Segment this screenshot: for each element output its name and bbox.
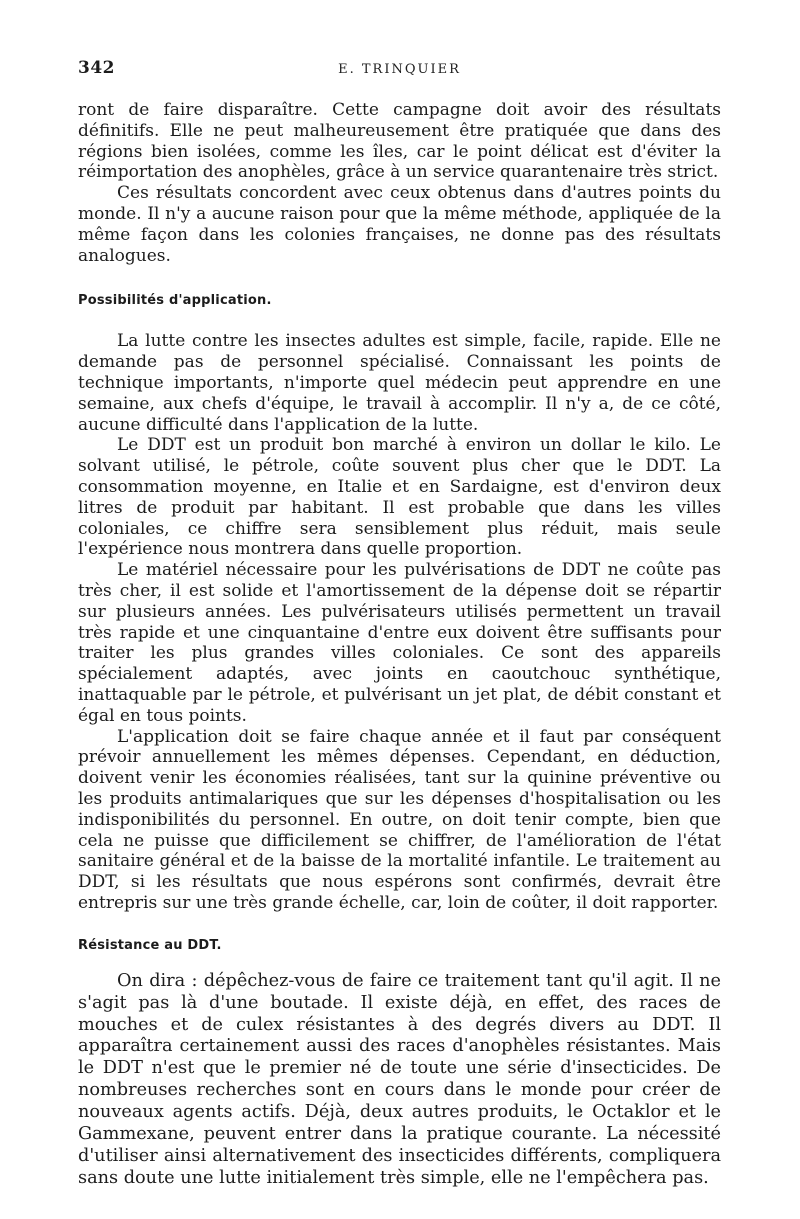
paragraph-application-annual: L'application doit se faire chaque année et il faut par conséquent prévoir annuellement les mêmes dépenses. Cependant, en déduction, doivent venir les économies réalisées, tant sur la quinine préventive ou les produits antimalariques que sur les dépenses d'hospitalisation ou les indisponibilités du personnel. En outre, on doit tenir compte, bien que cela ne puisse que difficilement se chiffrer, de l'amélioration de l'état sanitaire général et de la baisse de la mortalité infantile. Le traitement au DDT, si les résultats que nous espérons sont confirmés, devrait être entrepris sur une très grande échelle, car, loin de coûter, il doit rapporter. [78,726,721,913]
spacer [78,266,721,293]
paragraph-ddt-cost: Le DDT est un produit bon marché à environ un dollar le kilo. Le solvant utilisé, le pétrole, coûte souvent plus cher que le DDT. La consommation moyenne, en Italie et en Sardaigne, est d'environ deux litres de produit par habitant. Il est probable que dans les villes coloniales, ce chiffre sera sensiblement plus réduit, mais seule l'expérience nous montrera dans quelle proportion. [78,435,721,560]
paragraph-lutte: La lutte contre les insectes adultes est simple, facile, rapide. Elle ne demande pas de personnel spécialisé. Connaissant les points de technique importants, n'importe quel médecin peut apprendre en une semaine, aux chefs d'équipe, le travail à accomplir. Il n'y a, de ce côté, aucune difficulté dans l'application de la lutte. [78,331,721,435]
paragraph-materiel: Le matériel nécessaire pour les pulvérisations de DDT ne coûte pas très cher, il est solide et l'amortissement de la dépense doit se répartir sur plusieurs années. Les pulvérisateurs utilisés permettent un travail très rapide et une cinquantaine d'entre eux doivent être suffisants pour traiter les plus grandes villes coloniales. Ce sont des appareils spécialement adaptés, avec joints en caoutchouc synthétique, inattaquable par le pétrole, et pulvérisant un jet plat, de débit constant et égal en tous points. [78,560,721,726]
body-text [78,100,721,1190]
section-heading-application: Possibilités d'application. [78,293,272,309]
section-heading-resistance: Résistance au DDT. [78,937,222,953]
running-head [78,58,721,82]
spacer [78,954,721,971]
page-number: 342 [78,58,115,78]
paragraph-resistance: On dira : dépêchez-vous de faire ce traitement tant qu'il agit. Il ne s'agit pas là d'une boutade. Il existe déjà, en effet, des races de mouches et de culex résistantes à des degrés divers au DDT. Il apparaîtra certainement aussi des races d'anophèles résistantes. Mais le DDT n'est que le premier né de toute une série d'insecticides. De nombreuses recherches sont en cours dans le monde pour créer de nouveaux agents actifs. Déjà, deux autres produits, le Octaklor et le Gammexane, peuvent entrer dans la pratique courante. La nécessité d'utiliser ainsi alternativement des insecticides différents, compliquera sans doute une lutte initialement très simple, elle ne l'empêchera pas. [78,970,721,1188]
spacer [78,309,721,331]
paragraph-results: Ces résultats concordent avec ceux obtenus dans d'autres points du monde. Il n'y a aucune raison pour que la même méthode, appliquée de la même façon dans les colonies françaises, ne donne pas des résultats analogues. [78,183,721,266]
spacer [78,914,721,938]
paragraph-continuation: ront de faire disparaître. Cette campagne doit avoir des résultats définitifs. Elle ne peut malheureusement être pratiquée que dans des régions bien isolées, comme les îles, car le point délicat est d'éviter la réimportation des anophèles, grâce à un service quarantenaire très strict. [78,100,721,183]
running-head-author: E. TRINQUIER [338,62,461,77]
